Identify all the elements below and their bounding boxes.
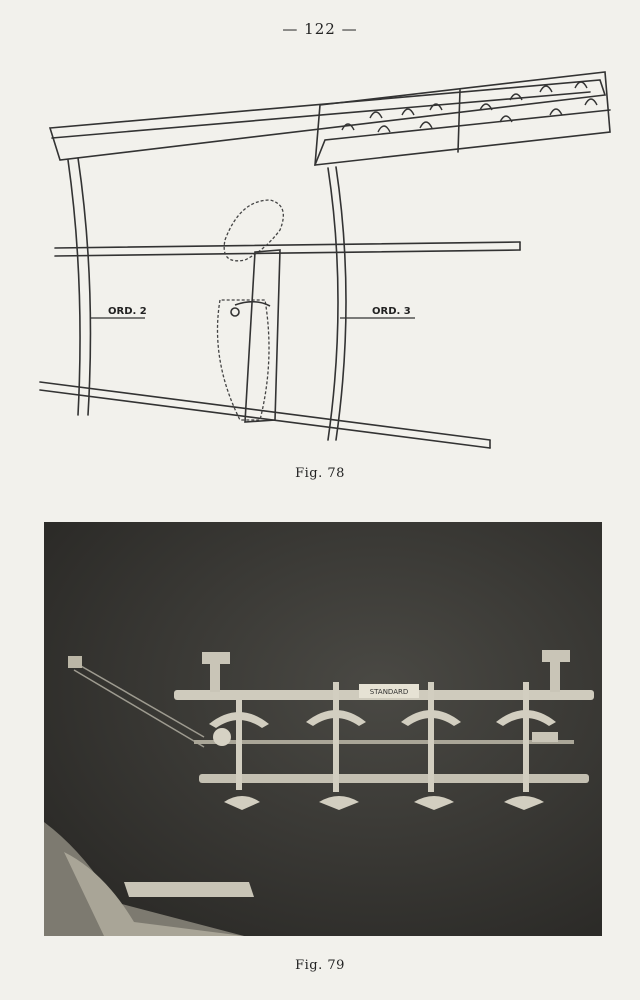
plate-label: STANDARD [369,688,409,696]
caption-fig-78: Fig. 78 [295,466,345,481]
figure-78-drawing [30,60,620,460]
caption-fig-79: Fig. 79 [295,958,345,973]
label-ord-3: ORD. 3 [372,306,411,317]
figure-79-illustration [44,522,602,936]
figure-79-photo [44,522,602,936]
label-ord-2: ORD. 2 [108,306,147,317]
page-number: — 122 — [282,20,358,38]
